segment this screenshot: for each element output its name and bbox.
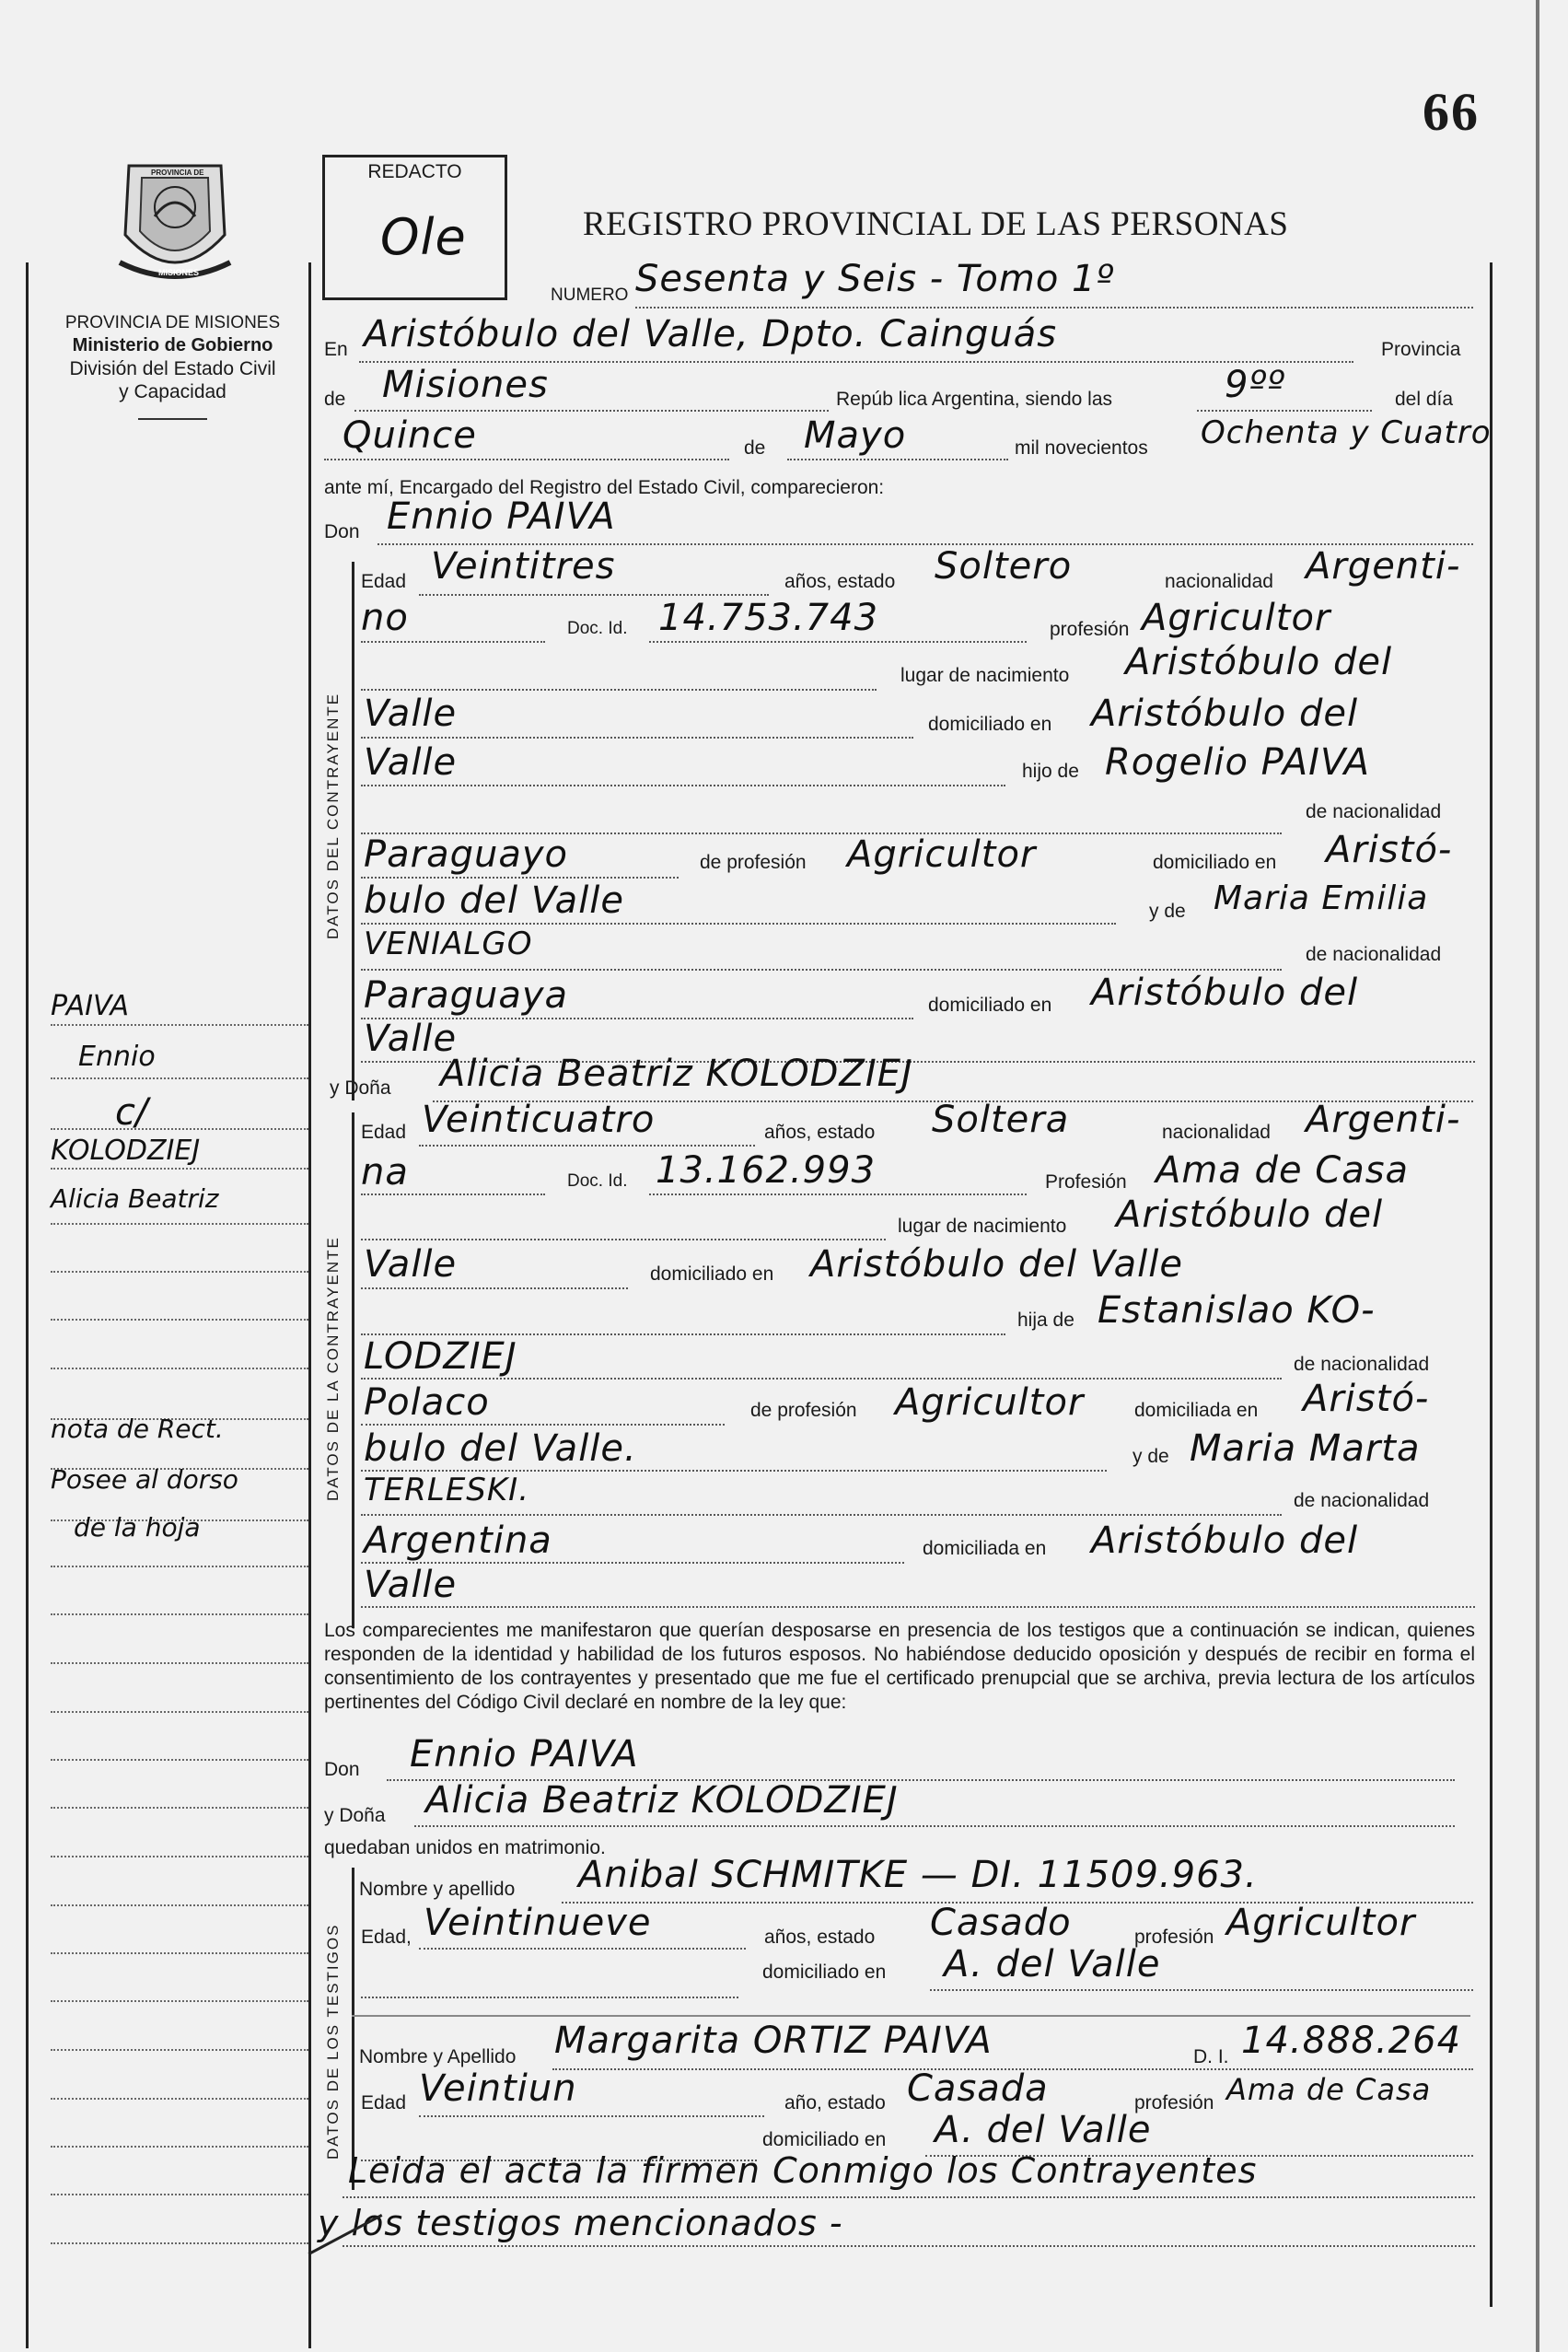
c2-padre-prof-label: de profesión bbox=[750, 1400, 857, 1421]
provincia-label: Provincia bbox=[1381, 339, 1461, 360]
t2-di-label: D. I. bbox=[1193, 2046, 1229, 2067]
c2-dom: Aristóbulo del Valle bbox=[810, 1243, 1183, 1286]
t2-dom: A. del Valle bbox=[935, 2109, 1152, 2151]
c1-estado: Soltero bbox=[935, 545, 1073, 588]
c1-padre-nac-label: de nacionalidad bbox=[1306, 801, 1442, 822]
c2-yde-label: y de bbox=[1132, 1446, 1169, 1467]
c1-edad: Veintitres bbox=[431, 545, 616, 588]
margin-note-2: Posee al dorso bbox=[51, 1464, 238, 1495]
c1-padre-prof-label: de profesión bbox=[700, 852, 807, 873]
decl-dona-label: y Doña bbox=[324, 1805, 386, 1826]
c2-padre-dom-label: domiciliada en bbox=[1134, 1400, 1259, 1421]
left-header-line4: y Capacidad bbox=[119, 381, 226, 402]
t2-prof-label: profesión bbox=[1134, 2092, 1214, 2113]
contrayente2-bracket bbox=[352, 1112, 354, 1628]
closing-line-2: y los testigos mencionados - bbox=[318, 2203, 843, 2243]
hora-value: 9ºº bbox=[1225, 364, 1286, 406]
t2-nombre-label: Nombre y Apellido bbox=[359, 2046, 517, 2067]
closing-line-1: Leida el acta la firmen Conmigo los Contrayentes bbox=[348, 2150, 1258, 2191]
left-header-line2: Ministerio de Gobierno bbox=[72, 335, 273, 355]
c1-madre-nac-label: de nacionalidad bbox=[1306, 944, 1442, 965]
margin-note-1: nota de Rect. bbox=[51, 1414, 224, 1444]
c2-madre-dom-label: domiciliada en bbox=[923, 1538, 1047, 1559]
c2-nac-label: nacionalidad bbox=[1162, 1122, 1271, 1143]
c2-madre-nac-label: de nacionalidad bbox=[1294, 1490, 1430, 1511]
t1-edad: Veintinueve bbox=[424, 1902, 652, 1944]
margin-name-paiva: PAIVA bbox=[51, 990, 129, 1022]
c1-padre-prof: Agricultor bbox=[847, 833, 1037, 876]
ante-label: ante mí, Encargado del Registro del Estado Civil, comparecieron: bbox=[324, 477, 885, 498]
t1-dom: A. del Valle bbox=[944, 1943, 1161, 1985]
c2-edad: Veinticuatro bbox=[422, 1099, 656, 1141]
c1-madre-dom2: Valle bbox=[364, 1018, 458, 1060]
c2-edad-label: Edad bbox=[361, 1122, 407, 1143]
c2-madre-dom1: Aristóbulo del bbox=[1091, 1519, 1359, 1562]
decl-don-label: Don bbox=[324, 1759, 360, 1780]
anio-value: Ochenta y Cuatro bbox=[1201, 414, 1492, 451]
c2-padre-prof: Agricultor bbox=[895, 1381, 1085, 1424]
seal-top-text: PROVINCIA DE bbox=[151, 169, 204, 177]
right-frame-line bbox=[1490, 262, 1493, 2307]
de-label: de bbox=[324, 389, 346, 410]
redacto-box bbox=[322, 155, 507, 300]
t1-edad-label: Edad, bbox=[361, 1927, 412, 1948]
t1-dom-label: domiciliado en bbox=[762, 1962, 887, 1983]
margin-name-con: c/ bbox=[115, 1091, 148, 1134]
c2-padre-dom1: Aristó- bbox=[1303, 1378, 1430, 1420]
c1-nac-label: nacionalidad bbox=[1165, 571, 1273, 592]
c2-padre-nac: Polaco bbox=[364, 1381, 490, 1424]
del-dia-label: del día bbox=[1395, 389, 1454, 410]
c1-lugar1: Aristóbulo del bbox=[1125, 641, 1393, 683]
left-header-line1: PROVINCIA DE MISIONES bbox=[64, 313, 281, 332]
numero-value: Sesenta y Seis - Tomo 1º bbox=[635, 258, 1115, 300]
t1-nombre-label: Nombre y apellido bbox=[359, 1879, 516, 1900]
decl-don: Ennio PAIVA bbox=[410, 1733, 639, 1776]
c2-anios-label: años, estado bbox=[764, 1122, 876, 1143]
margin-name-alicia: Alicia Beatriz bbox=[51, 1183, 219, 1214]
en-label: En bbox=[324, 339, 348, 360]
dona-label: y Doña bbox=[330, 1077, 391, 1099]
c1-padre: Rogelio PAIVA bbox=[1105, 741, 1370, 784]
page-edge-line bbox=[1536, 0, 1539, 2352]
c1-madre1: Maria Emilia bbox=[1214, 879, 1429, 917]
t2-anio-label: año, estado bbox=[784, 2092, 886, 2113]
left-header-line3: División del Estado Civil bbox=[69, 358, 276, 379]
mes-value: Mayo bbox=[804, 414, 907, 457]
c2-doc: 13.162.993 bbox=[656, 1149, 877, 1192]
t2-prof: Ama de Casa bbox=[1226, 2072, 1432, 2107]
margin-note-3: de la hoja bbox=[74, 1512, 201, 1543]
c1-profesion: Agricultor bbox=[1142, 597, 1331, 639]
c2-lugar2: Valle bbox=[364, 1243, 458, 1286]
provincia-value: Misiones bbox=[382, 364, 549, 406]
c2-madre-nac: Argentina bbox=[364, 1519, 552, 1562]
t1-anios-label: años, estado bbox=[764, 1927, 876, 1948]
c2-hija-label: hija de bbox=[1017, 1310, 1074, 1331]
c1-lugar-label: lugar de nacimiento bbox=[900, 665, 1070, 686]
t2-edad: Veintiun bbox=[419, 2067, 577, 2110]
testigos-side-label: DATOS DE LOS TESTIGOS bbox=[324, 1923, 342, 2160]
c2-madre-dom2: Valle bbox=[364, 1564, 458, 1606]
c1-dom2: Valle bbox=[364, 741, 458, 784]
c2-madre1: Maria Marta bbox=[1190, 1427, 1421, 1470]
c1-dom1: Aristóbulo del bbox=[1091, 693, 1359, 735]
c1-edad-label: Edad bbox=[361, 571, 407, 592]
c1-dom-label: domiciliado en bbox=[928, 714, 1052, 735]
margin-name-ennio: Ennio bbox=[78, 1041, 156, 1073]
c2-prof-label: Profesión bbox=[1045, 1171, 1127, 1193]
contrayente2-side-label: DATOS DE LA CONTRAYENTE bbox=[324, 1236, 342, 1501]
declaration-paragraph: Los comparecientes me manifestaron que querían desposarse en presencia de los testigos que a continuación se indican, quienes responden de la identidad y habilidad de los futuros esposos. No habiéndose deducido oposición y después de recibir en forma el consentimiento de los contrayentes y presentado que me fue el certificado prenupcial que se archiva, previa lectura de los artículos pertinentes del Código Civil declaré en nombre de la ley que: bbox=[324, 1620, 1475, 1713]
t2-dom-label: domiciliado en bbox=[762, 2129, 887, 2150]
left-header bbox=[32, 311, 313, 420]
c2-padre1: Estanislao KO- bbox=[1098, 1289, 1376, 1332]
c2-nac1: Argenti- bbox=[1306, 1099, 1461, 1141]
redacto-signature: Ole bbox=[380, 208, 467, 266]
don-label: Don bbox=[324, 521, 360, 542]
testigos-bracket bbox=[352, 1868, 354, 2190]
t2-di: 14.888.264 bbox=[1241, 2020, 1462, 2062]
column-divider-line bbox=[308, 262, 311, 2348]
seal-bottom-text: MISIONES bbox=[158, 268, 200, 277]
t2-nombre: Margarita ORTIZ PAIVA bbox=[554, 2020, 993, 2062]
c2-lugar-label: lugar de nacimiento bbox=[898, 1216, 1067, 1237]
t2-estado: Casada bbox=[907, 2067, 1049, 2110]
c1-madre-nac: Paraguaya bbox=[364, 974, 569, 1017]
c2-dom-label: domiciliado en bbox=[650, 1263, 774, 1285]
de2-label: de bbox=[744, 437, 766, 459]
c2-profesion: Ama de Casa bbox=[1156, 1149, 1410, 1192]
c2-nac2: na bbox=[361, 1151, 409, 1193]
c1-padre-dom2: bulo del Valle bbox=[364, 879, 625, 922]
c1-padre-dom1: Aristó- bbox=[1326, 829, 1453, 871]
t1-prof: Agricultor bbox=[1226, 1902, 1416, 1944]
c1-prof-label: profesión bbox=[1050, 619, 1130, 640]
c1-padre-dom-label: domiciliado en bbox=[1153, 852, 1277, 873]
t2-edad-label: Edad bbox=[361, 2092, 407, 2113]
t1-estado: Casado bbox=[930, 1902, 1072, 1944]
c1-anios-label: años, estado bbox=[784, 571, 896, 592]
t1-prof-label: profesión bbox=[1134, 1927, 1214, 1948]
c1-nac1: Argenti- bbox=[1306, 545, 1461, 588]
c2-padre-nac-label: de nacionalidad bbox=[1294, 1354, 1430, 1375]
c1-lugar2: Valle bbox=[364, 693, 458, 735]
c1-doc-label: Doc. Id. bbox=[567, 619, 628, 638]
c2-doc-label: Doc. Id. bbox=[567, 1171, 628, 1191]
en-value: Aristóbulo del Valle, Dpto. Cainguás bbox=[364, 313, 1058, 355]
t1-nombre: Anibal SCHMITKE — DI. 11509.963. bbox=[578, 1854, 1258, 1896]
c1-madre-dom-label: domiciliado en bbox=[928, 995, 1052, 1016]
c1-madre-dom1: Aristóbulo del bbox=[1091, 972, 1359, 1014]
c2-madre2: TERLESKI. bbox=[364, 1472, 530, 1508]
decl-dona: Alicia Beatriz KOLODZIEJ bbox=[425, 1779, 899, 1822]
quedaban-label: quedaban unidos en matrimonio. bbox=[324, 1837, 606, 1858]
c1-nac2: no bbox=[361, 597, 409, 639]
c1-padre-nac: Paraguayo bbox=[364, 833, 568, 876]
contrayente1-bracket bbox=[352, 562, 354, 1100]
mil-label: mil novecientos bbox=[1015, 437, 1148, 459]
c1-madre2: VENIALGO bbox=[364, 926, 533, 962]
province-seal bbox=[110, 152, 239, 290]
margin-name-kolodziej: KOLODZIEJ bbox=[51, 1135, 201, 1167]
c2-padre-dom2: bulo del Valle. bbox=[364, 1427, 637, 1470]
c1-doc: 14.753.743 bbox=[658, 597, 879, 639]
c2-estado: Soltera bbox=[932, 1099, 1070, 1141]
contrayente1-nombre: Ennio PAIVA bbox=[387, 495, 616, 538]
document-title: REGISTRO PROVINCIAL DE LAS PERSONAS bbox=[583, 205, 1289, 243]
redacto-label: REDACTO bbox=[367, 161, 462, 182]
contrayente2-nombre: Alicia Beatriz KOLODZIEJ bbox=[440, 1053, 913, 1095]
c2-padre2: LODZIEJ bbox=[364, 1335, 517, 1378]
page-number: 66 bbox=[1423, 82, 1480, 142]
republica-label: Repúb lica Argentina, siendo las bbox=[836, 389, 1113, 410]
numero-label: NUMERO bbox=[551, 285, 629, 305]
contrayente1-side-label: DATOS DEL CONTRAYENTE bbox=[324, 692, 342, 939]
c2-lugar1: Aristóbulo del bbox=[1116, 1193, 1384, 1236]
left-margin-line bbox=[26, 262, 29, 2348]
c1-hijo-label: hijo de bbox=[1022, 761, 1079, 782]
dia-value: Quince bbox=[343, 414, 477, 457]
c1-yde-label: y de bbox=[1149, 901, 1186, 922]
